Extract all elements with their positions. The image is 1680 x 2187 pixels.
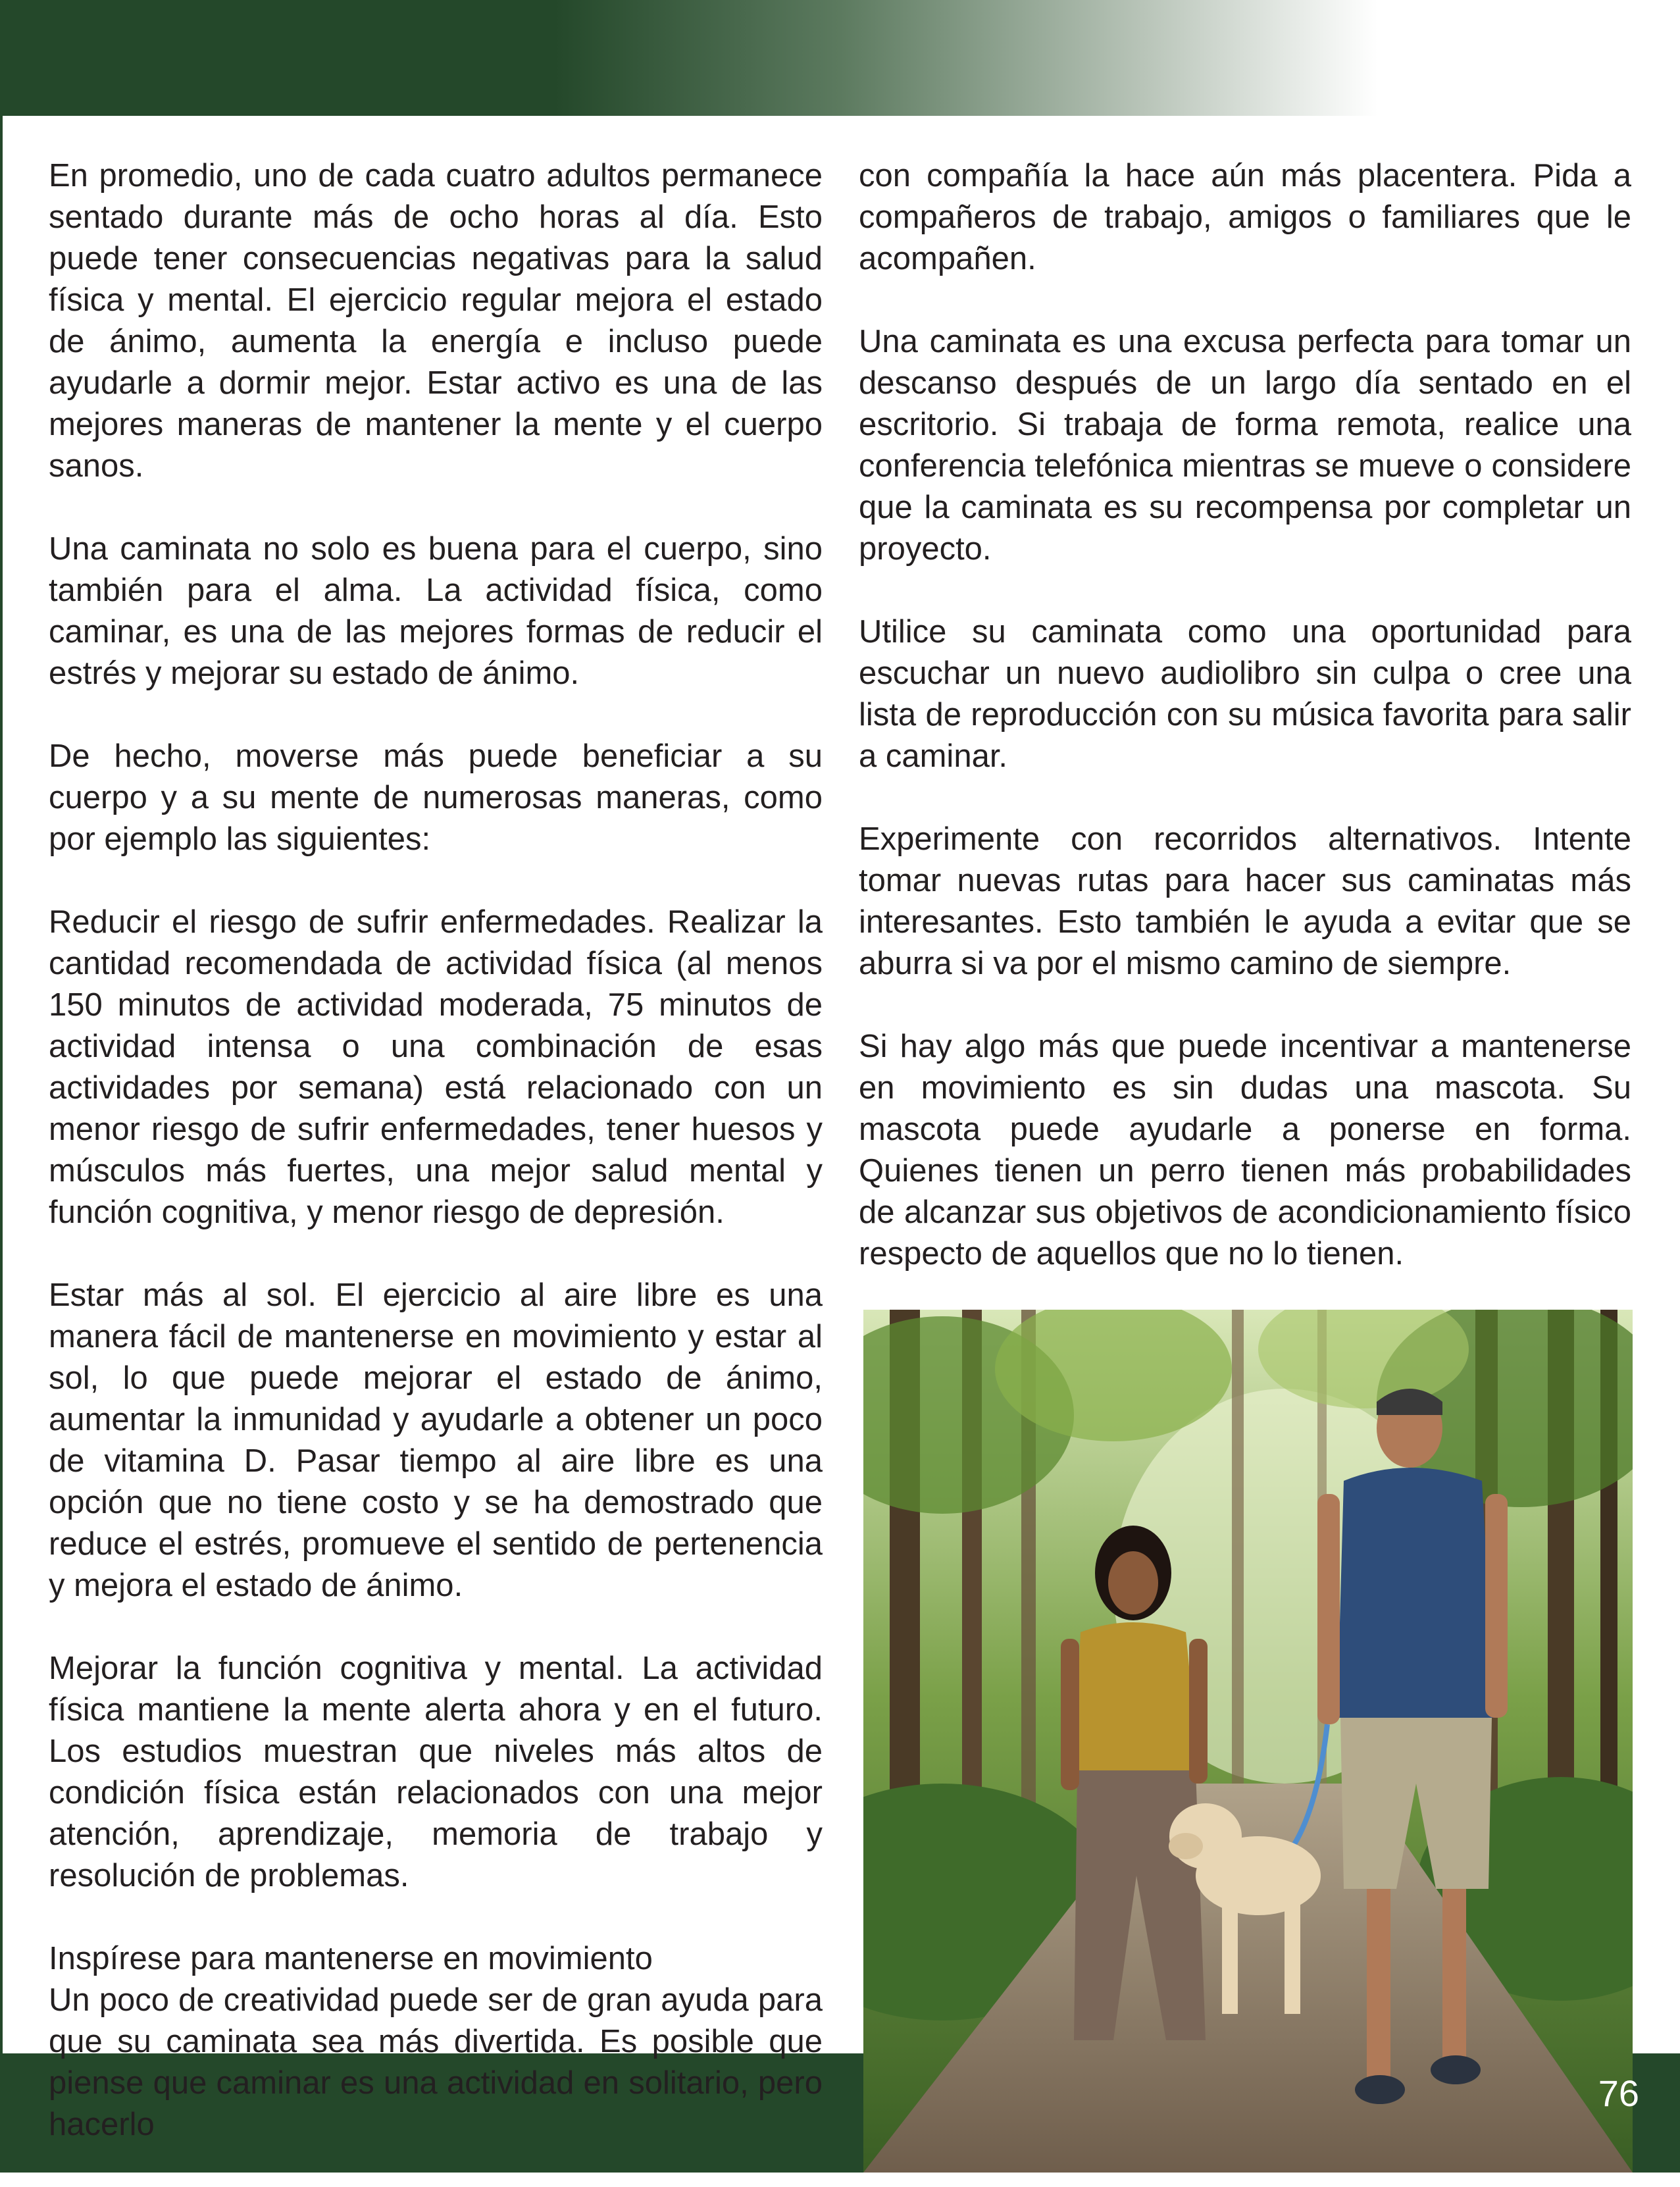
right-paragraph-1: con compañía la hace aún más placentera. Pida a compañeros de trabajo, amigos o familiares que le acompañen. xyxy=(859,158,1631,276)
section-subheading: Inspírese para mantenerse en movimiento xyxy=(49,1941,653,1976)
left-paragraph-5: Estar más al sol. El ejercicio al aire libre es una manera fácil de mantenerse en movimiento y estar al sol, lo que puede mejorar el estado de ánimo, aumentar la inmunidad y ayudarle a obtener un poco de vitamina D. Pasar tiempo al aire libre es una opción que no tiene costo y se ha demostrado que reduce el estrés, promueve el sentido de pertenencia y mejora el estado de ánimo. xyxy=(49,1277,823,1603)
header-gradient-bar xyxy=(0,0,1680,116)
left-paragraph-7: Un poco de creatividad puede ser de gran ayuda para que su caminata sea más divertida. Es posible que piense que caminar es una actividad en solitario, pero hacerlo xyxy=(49,1982,823,2142)
left-edge-rule xyxy=(0,116,3,2053)
right-paragraph-4: Experimente con recorridos alternativos. Intente tomar nuevas rutas para hacer sus caminatas más interesantes. Esto también le ayuda a evitar que se aburra si va por el mismo camino de siempre. xyxy=(859,821,1631,981)
left-paragraph-3: De hecho, moverse más puede beneficiar a su cuerpo y a su mente de numerosas maneras, como por ejemplo las siguientes: xyxy=(49,738,823,857)
right-column xyxy=(859,155,1631,1316)
left-paragraph-4: Reducir el riesgo de sufrir enfermedades. Realizar la cantidad recomendada de actividad física (al menos 150 minutos de actividad moderada, 75 minutos de actividad intensa o una combinación de esas actividades por semana) está relacionado con un menor riesgo de sufrir enfermedades, tener huesos y músculos más fuertes, una mejor salud mental y función cognitiva, y menor riesgo de depresión. xyxy=(49,904,823,1230)
right-paragraph-3: Utilice su caminata como una oportunidad para escuchar un nuevo audiolibro sin culpa o cree una lista de reproducción con su música favorita para salir a caminar. xyxy=(859,614,1631,774)
forest-walk-photo xyxy=(863,1310,1633,2173)
right-paragraph-5: Si hay algo más que puede incentivar a mantenerse en movimiento es sin dudas una mascota. Su mascota puede ayudarle a ponerse en forma. Quienes tienen un perro tienen más probabilidades de alcanzar sus objetivos de acondicionamiento físico respecto de aquellos que no lo tienen. xyxy=(859,1029,1631,1272)
left-paragraph-2: Una caminata no solo es buena para el cuerpo, sino también para el alma. La actividad física, como caminar, es una de las mejores formas de reducir el estrés y mejorar su estado de ánimo. xyxy=(49,531,823,691)
right-paragraph-2: Una caminata es una excusa perfecta para tomar un descanso después de un largo día sentado en el escritorio. Si trabaja de forma remota, realice una conferencia telefónica mientras se mueve o considere que la caminata es su recompensa por completar un proyecto. xyxy=(859,324,1631,567)
left-paragraph-1: En promedio, uno de cada cuatro adultos permanece sentado durante más de ocho horas al día. Esto puede tener consecuencias negativas para la salud física y mental. El ejercicio regular mejora el estado de ánimo, aumenta la energía e incluso puede ayudarle a dormir mejor. Estar activo es una de las mejores maneras de mantener la mente y el cuerpo sanos. xyxy=(49,158,823,484)
left-column xyxy=(49,155,823,2187)
left-paragraph-6: Mejorar la función cognitiva y mental. La actividad física mantiene la mente alerta ahora y en el futuro. Los estudios muestran que niveles más altos de condición física están relacionados con una mejor atención, aprendizaje, memoria de trabajo y resolución de problemas. xyxy=(49,1651,823,1893)
page-number: 76 xyxy=(1598,2072,1639,2114)
